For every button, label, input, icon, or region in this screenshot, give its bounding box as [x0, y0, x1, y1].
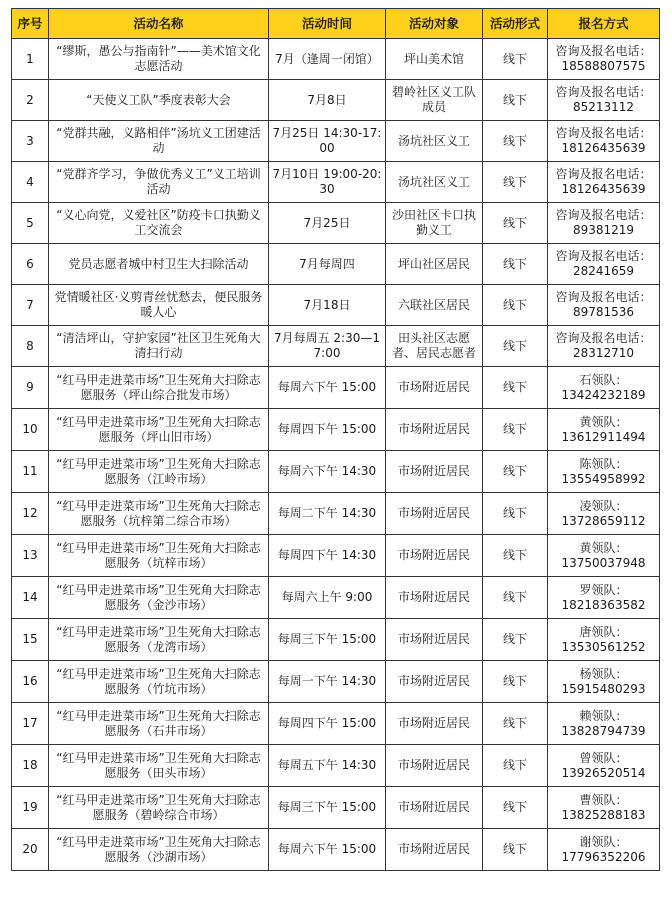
row-activity-name: “红马甲走进菜市场”卫生死角大扫除志愿服务（江岭市场）: [49, 451, 269, 493]
table-row: [12, 577, 660, 619]
row-activity-target: 市场附近居民: [386, 703, 483, 745]
registration-label: 黄领队：: [579, 414, 628, 429]
row-no: 17: [12, 703, 49, 745]
registration-phone: 13750037948: [561, 555, 646, 570]
row-activity-name: “天使义工队”季度表彰大会: [49, 80, 269, 121]
registration-label: 谢领队：: [579, 834, 628, 849]
row-activity-name: 党情暖社区·义剪青丝忧愁去，便民服务暖人心: [49, 285, 269, 326]
table-row: [12, 493, 660, 535]
header-activity-name: 活动名称: [49, 9, 269, 39]
table-row: [12, 367, 660, 409]
row-no: 3: [12, 121, 49, 162]
registration-label: 罗领队：: [579, 582, 628, 597]
registration-label: 咨询及报名电话：: [555, 44, 652, 58]
row-registration: [548, 326, 660, 367]
row-registration: [548, 661, 660, 703]
row-activity-target: 市场附近居民: [386, 409, 483, 451]
registration-phone: 13530561252: [561, 639, 646, 654]
row-activity-form: 线下: [483, 244, 548, 285]
row-activity-form: 线下: [483, 203, 548, 244]
row-registration: [548, 367, 660, 409]
registration-phone: 89381219: [572, 223, 635, 237]
row-activity-form: 线下: [483, 409, 548, 451]
registration-phone: 13825288183: [561, 807, 646, 822]
row-activity-name: “红马甲走进菜市场”卫生死角大扫除志愿服务（坑梓第二综合市场）: [49, 493, 269, 535]
header-activity-target: 活动对象: [386, 9, 483, 39]
row-activity-name: “红马甲走进菜市场”卫生死角大扫除志愿服务（坑梓市场）: [49, 535, 269, 577]
row-registration: [548, 39, 660, 80]
row-activity-name: “红马甲走进菜市场”卫生死角大扫除志愿服务（坪山旧市场）: [49, 409, 269, 451]
registration-label: 咨询及报名电话：: [555, 290, 652, 304]
registration-phone: 18218363582: [561, 597, 646, 612]
row-activity-form: 线下: [483, 162, 548, 203]
registration-label: 咨询及报名电话：: [555, 167, 652, 181]
row-activity-form: 线下: [483, 367, 548, 409]
table-row: [12, 162, 660, 203]
row-activity-target: 碧岭社区义工队成员: [386, 80, 483, 121]
registration-phone: 13612911494: [561, 429, 646, 444]
row-registration: [548, 203, 660, 244]
table-row: [12, 409, 660, 451]
table-row: [12, 661, 660, 703]
row-no: 5: [12, 203, 49, 244]
row-activity-name: “党群共融，义路相伴”汤坑义工团建活动: [49, 121, 269, 162]
row-activity-form: 线下: [483, 829, 548, 871]
row-no: 18: [12, 745, 49, 787]
registration-phone: 13828794739: [561, 723, 646, 738]
row-activity-target: 沙田社区卡口执勤义工: [386, 203, 483, 244]
row-activity-target: 市场附近居民: [386, 787, 483, 829]
row-activity-form: 线下: [483, 703, 548, 745]
registration-phone: 18126435639: [561, 182, 646, 196]
row-no: 15: [12, 619, 49, 661]
row-no: 6: [12, 244, 49, 285]
row-activity-time: 每周四下午 15:00: [269, 703, 386, 745]
registration-label: 杨领队：: [579, 666, 628, 681]
row-activity-form: 线下: [483, 326, 548, 367]
registration-phone: 15915480293: [561, 681, 646, 696]
row-activity-time: 每周五下午 14:30: [269, 745, 386, 787]
row-registration: [548, 619, 660, 661]
row-activity-time: 每周一下午 14:30: [269, 661, 386, 703]
table-row: [12, 285, 660, 326]
row-no: 2: [12, 80, 49, 121]
volunteer-activity-table: [11, 8, 660, 871]
table-row: [12, 244, 660, 285]
table-row: [12, 787, 660, 829]
row-registration: [548, 451, 660, 493]
row-activity-form: 线下: [483, 661, 548, 703]
row-activity-form: 线下: [483, 745, 548, 787]
registration-label: 曾领队：: [579, 750, 628, 765]
row-registration: [548, 829, 660, 871]
row-activity-time: 7月25日 14:30-17:00: [269, 121, 386, 162]
registration-label: 赖领队：: [579, 708, 628, 723]
row-registration: [548, 535, 660, 577]
registration-label: 咨询及报名电话：: [555, 331, 652, 345]
registration-phone: 13554958992: [561, 471, 646, 486]
table-row: [12, 121, 660, 162]
row-registration: [548, 244, 660, 285]
row-no: 8: [12, 326, 49, 367]
row-activity-time: 每周三下午 15:00: [269, 787, 386, 829]
row-registration: [548, 745, 660, 787]
registration-label: 陈领队：: [579, 456, 628, 471]
row-activity-target: 市场附近居民: [386, 829, 483, 871]
registration-label: 曹领队：: [579, 792, 628, 807]
row-activity-name: “红马甲走进菜市场”卫生死角大扫除志愿服务（金沙市场）: [49, 577, 269, 619]
table-row: [12, 203, 660, 244]
table-row: [12, 535, 660, 577]
registration-label: 石领队：: [579, 372, 628, 387]
row-activity-time: 7月8日: [269, 80, 386, 121]
row-activity-target: 六联社区居民: [386, 285, 483, 326]
row-activity-name: “红马甲走进菜市场”卫生死角大扫除志愿服务（龙湾市场）: [49, 619, 269, 661]
row-activity-time: 7月每周四: [269, 244, 386, 285]
registration-phone: 28312710: [572, 346, 635, 360]
row-no: 9: [12, 367, 49, 409]
row-activity-time: 每周四下午 14:30: [269, 535, 386, 577]
row-activity-form: 线下: [483, 577, 548, 619]
row-activity-time: 7月25日: [269, 203, 386, 244]
row-activity-target: 市场附近居民: [386, 619, 483, 661]
activity-table-container: [11, 8, 659, 871]
header-registration: 报名方式: [548, 9, 660, 39]
row-activity-target: 汤坑社区义工: [386, 121, 483, 162]
registration-label: 咨询及报名电话：: [555, 249, 652, 263]
row-activity-time: 每周六下午 15:00: [269, 829, 386, 871]
row-activity-name: “红马甲走进菜市场”卫生死角大扫除志愿服务（沙湖市场）: [49, 829, 269, 871]
row-activity-form: 线下: [483, 619, 548, 661]
row-registration: [548, 162, 660, 203]
registration-label: 凌领队：: [579, 498, 628, 513]
row-activity-form: 线下: [483, 451, 548, 493]
registration-phone: 13728659112: [561, 513, 646, 528]
row-registration: [548, 493, 660, 535]
row-activity-time: 7月10日 19:00-20:30: [269, 162, 386, 203]
row-activity-time: 每周六下午 14:30: [269, 451, 386, 493]
row-registration: [548, 121, 660, 162]
registration-phone: 28241659: [572, 264, 635, 278]
row-activity-form: 线下: [483, 787, 548, 829]
table-row: [12, 451, 660, 493]
registration-phone: 18588807575: [561, 59, 646, 73]
row-no: 7: [12, 285, 49, 326]
header-no: 序号: [12, 9, 49, 39]
row-no: 1: [12, 39, 49, 80]
row-activity-name: “红马甲走进菜市场”卫生死角大扫除志愿服务（碧岭综合市场）: [49, 787, 269, 829]
row-registration: [548, 787, 660, 829]
row-no: 14: [12, 577, 49, 619]
row-activity-time: 7月18日: [269, 285, 386, 326]
row-activity-form: 线下: [483, 285, 548, 326]
row-activity-target: 市场附近居民: [386, 451, 483, 493]
row-activity-target: 坪山美术馆: [386, 39, 483, 80]
registration-phone: 85213112: [572, 100, 635, 114]
row-registration: [548, 577, 660, 619]
row-activity-target: 市场附近居民: [386, 367, 483, 409]
row-activity-target: 田头社区志愿者、居民志愿者: [386, 326, 483, 367]
row-no: 11: [12, 451, 49, 493]
row-activity-time: 7月每周五 2:30—17:00: [269, 326, 386, 367]
row-activity-target: 市场附近居民: [386, 661, 483, 703]
header-activity-time: 活动时间: [269, 9, 386, 39]
row-activity-form: 线下: [483, 535, 548, 577]
row-activity-name: “缪斯，愚公与指南针”——美术馆文化志愿活动: [49, 39, 269, 80]
registration-label: 黄领队：: [579, 540, 628, 555]
row-activity-time: 每周六上午 9:00: [269, 577, 386, 619]
row-activity-name: 党员志愿者城中村卫生大扫除活动: [49, 244, 269, 285]
table-header-row: [12, 9, 660, 39]
row-no: 12: [12, 493, 49, 535]
row-registration: [548, 409, 660, 451]
table-row: [12, 326, 660, 367]
row-activity-name: “红马甲走进菜市场”卫生死角大扫除志愿服务（石井市场）: [49, 703, 269, 745]
registration-label: 咨询及报名电话：: [555, 126, 652, 140]
row-registration: [548, 80, 660, 121]
registration-label: 咨询及报名电话：: [555, 85, 652, 99]
row-activity-target: 市场附近居民: [386, 493, 483, 535]
registration-phone: 17796352206: [561, 849, 646, 864]
registration-phone: 13926520514: [561, 765, 646, 780]
row-registration: [548, 703, 660, 745]
table-row: [12, 80, 660, 121]
row-activity-time: 7月（逢周一闭馆）: [269, 39, 386, 80]
row-no: 10: [12, 409, 49, 451]
row-activity-target: 汤坑社区义工: [386, 162, 483, 203]
registration-label: 咨询及报名电话：: [555, 208, 652, 222]
table-row: [12, 745, 660, 787]
row-no: 16: [12, 661, 49, 703]
row-no: 13: [12, 535, 49, 577]
row-activity-time: 每周三下午 15:00: [269, 619, 386, 661]
registration-phone: 13424232189: [561, 387, 646, 402]
row-activity-form: 线下: [483, 493, 548, 535]
row-no: 4: [12, 162, 49, 203]
row-activity-target: 市场附近居民: [386, 745, 483, 787]
row-activity-time: 每周六下午 15:00: [269, 367, 386, 409]
table-row: [12, 829, 660, 871]
row-activity-form: 线下: [483, 80, 548, 121]
header-activity-form: 活动形式: [483, 9, 548, 39]
row-activity-name: “红马甲走进菜市场”卫生死角大扫除志愿服务（竹坑市场）: [49, 661, 269, 703]
table-row: [12, 619, 660, 661]
row-activity-name: “义心向党，义爱社区”防疫卡口执勤义工交流会: [49, 203, 269, 244]
table-body: [12, 39, 660, 871]
table-row: [12, 703, 660, 745]
row-activity-time: 每周二下午 14:30: [269, 493, 386, 535]
row-activity-form: 线下: [483, 39, 548, 80]
row-activity-name: “红马甲走进菜市场”卫生死角大扫除志愿服务（田头市场）: [49, 745, 269, 787]
registration-phone: 89781536: [572, 305, 635, 319]
row-activity-form: 线下: [483, 121, 548, 162]
row-activity-target: 市场附近居民: [386, 577, 483, 619]
row-no: 19: [12, 787, 49, 829]
row-registration: [548, 285, 660, 326]
row-activity-target: 坪山社区居民: [386, 244, 483, 285]
table-row: [12, 39, 660, 80]
row-activity-name: “党群齐学习，争做优秀义工”义工培训活动: [49, 162, 269, 203]
row-activity-name: “红马甲走进菜市场”卫生死角大扫除志愿服务（坪山综合批发市场）: [49, 367, 269, 409]
row-activity-name: “清洁坪山，守护家园”社区卫生死角大清扫行动: [49, 326, 269, 367]
row-activity-time: 每周四下午 15:00: [269, 409, 386, 451]
row-activity-target: 市场附近居民: [386, 535, 483, 577]
registration-label: 唐领队：: [579, 624, 628, 639]
row-no: 20: [12, 829, 49, 871]
registration-phone: 18126435639: [561, 141, 646, 155]
